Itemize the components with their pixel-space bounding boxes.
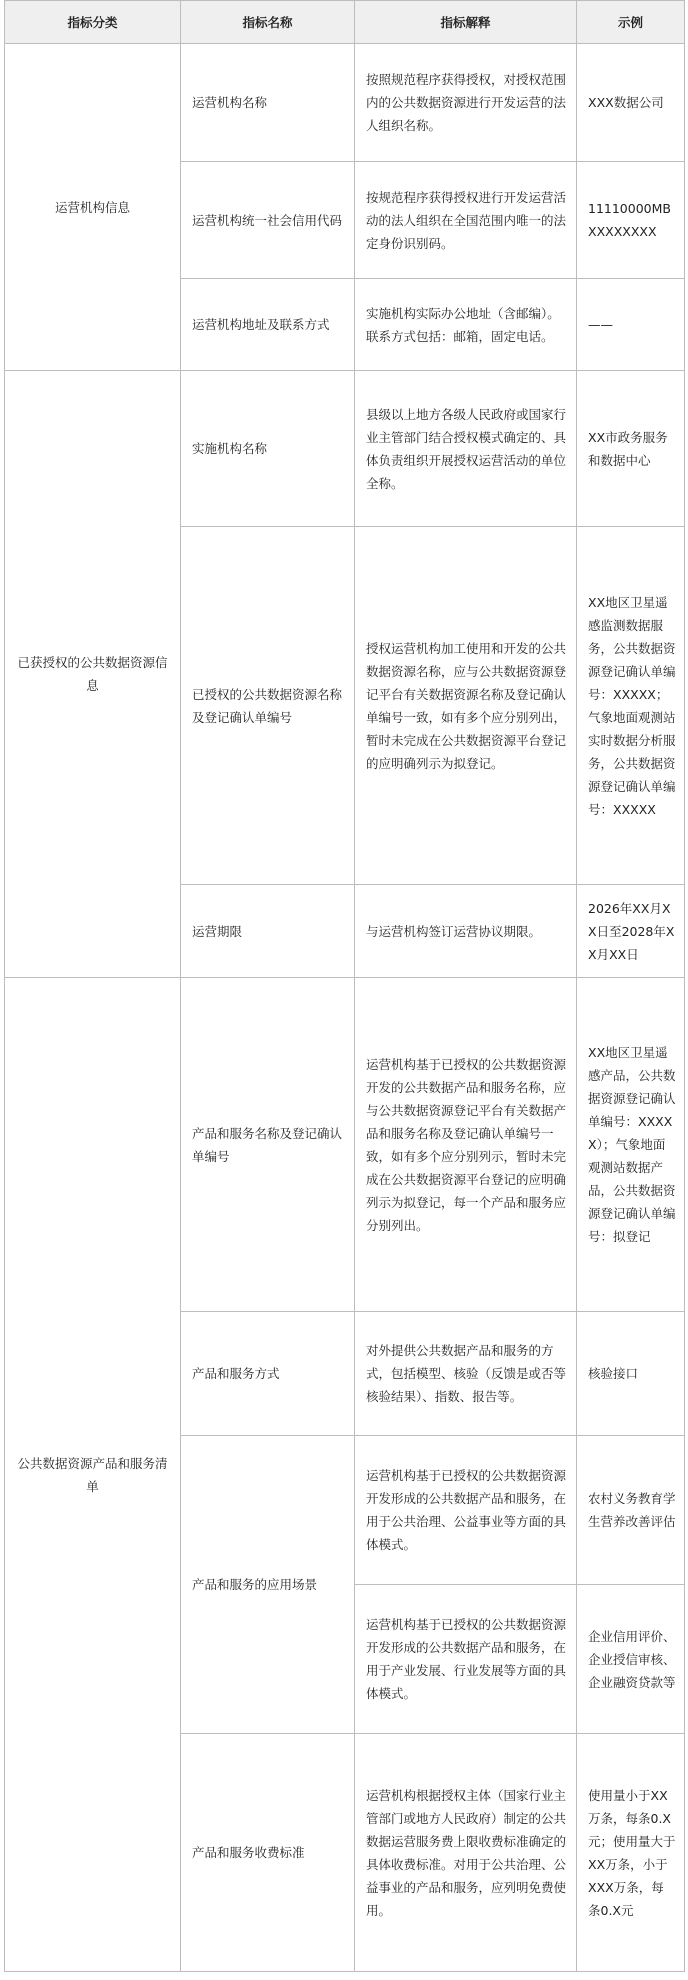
example-cell: XX地区卫星遥感产品，公共数据资源登记确认单编号：XXXXX）；气象地面观测站数据产品，公共数据资源登记确认单编号：拟登记 [577,978,685,1312]
example-cell: —— [577,279,685,371]
indicator-name-cell: 产品和服务收费标准 [181,1734,355,1972]
table-row [5,978,685,1312]
example-cell: 农村义务教育学生营养改善评估 [577,1436,685,1585]
indicator-explanation-cell: 运营机构基于已授权的公共数据资源开发形成的公共数据产品和服务，在用于产业发展、行业发展等方面的具体模式。 [355,1585,577,1734]
header-indicator-explanation: 指标解释 [355,1,577,44]
indicator-explanation-cell: 授权运营机构加工使用和开发的公共数据资源名称，应与公共数据资源登记平台有关数据资源名称及登记确认单编号一致，如有多个应分别列出，暂时未完成在公共数据资源平台登记的应明确列示为拟登记。 [355,527,577,885]
table-header-row [5,1,685,44]
indicator-name-cell: 运营期限 [181,885,355,978]
indicator-name-cell: 已授权的公共数据资源名称及登记确认单编号 [181,527,355,885]
indicator-explanation-cell: 运营机构根据授权主体（国家行业主管部门或地方人民政府）制定的公共数据运营服务费上限收费标准确定的具体收费标准。对用于公共治理、公益事业的产品和服务，应列明免费使用。 [355,1734,577,1972]
header-indicator-name: 指标名称 [181,1,355,44]
category-cell: 公共数据资源产品和服务清单 [5,978,181,1972]
indicator-explanation-cell: 按规范程序获得授权进行开发运营活动的法人组织在全国范围内唯一的法定身份识别码。 [355,162,577,279]
example-cell: 核验接口 [577,1312,685,1436]
header-example: 示例 [577,1,685,44]
example-cell: 使用量小于XX万条，每条0.X元；使用量大于XX万条，小于XXX万条，每条0.X元 [577,1734,685,1972]
example-cell: 2026年XX月XX日至2028年XX月XX日 [577,885,685,978]
indicator-name-cell: 产品和服务的应用场景 [181,1436,355,1734]
example-cell: XXX数据公司 [577,44,685,162]
example-cell: 11110000MBXXXXXXXX [577,162,685,279]
table-row [5,44,685,162]
header-category: 指标分类 [5,1,181,44]
indicator-explanation-cell: 实施机构实际办公地址（含邮编）。联系方式包括：邮箱，固定电话。 [355,279,577,371]
indicator-name-cell: 产品和服务方式 [181,1312,355,1436]
indicator-table [4,0,685,1972]
indicator-name-cell: 运营机构统一社会信用代码 [181,162,355,279]
example-cell: XX市政务服务和数据中心 [577,371,685,527]
category-cell: 已获授权的公共数据资源信息 [5,371,181,978]
example-cell: XX地区卫星遥感监测数据服务，公共数据资源登记确认单编号：XXXXX；气象地面观测站实时数据分析服务，公共数据资源登记确认单编号：XXXXX [577,527,685,885]
indicator-explanation-cell: 与运营机构签订运营协议期限。 [355,885,577,978]
indicator-explanation-cell: 对外提供公共数据产品和服务的方式，包括模型、核验（反馈是或否等核验结果）、指数、报告等。 [355,1312,577,1436]
category-cell: 运营机构信息 [5,44,181,371]
indicator-explanation-cell: 运营机构基于已授权的公共数据资源开发的公共数据产品和服务名称，应与公共数据资源登记平台有关数据产品和服务名称及登记确认单编号一致，如有多个应分别列示，暂时未完成在公共数据资源平台登记的应明确列示为拟登记，每一个产品和服务应分别列出。 [355,978,577,1312]
indicator-name-cell: 产品和服务名称及登记确认单编号 [181,978,355,1312]
indicator-explanation-cell: 按照规范程序获得授权，对授权范围内的公共数据资源进行开发运营的法人组织名称。 [355,44,577,162]
table-row [5,371,685,527]
indicator-name-cell: 运营机构名称 [181,44,355,162]
indicator-explanation-cell: 县级以上地方各级人民政府或国家行业主管部门结合授权模式确定的、具体负责组织开展授权运营活动的单位全称。 [355,371,577,527]
indicator-explanation-cell: 运营机构基于已授权的公共数据资源开发形成的公共数据产品和服务，在用于公共治理、公益事业等方面的具体模式。 [355,1436,577,1585]
indicator-name-cell: 运营机构地址及联系方式 [181,279,355,371]
example-cell: 企业信用评价、企业授信审核、企业融资贷款等 [577,1585,685,1734]
indicator-name-cell: 实施机构名称 [181,371,355,527]
